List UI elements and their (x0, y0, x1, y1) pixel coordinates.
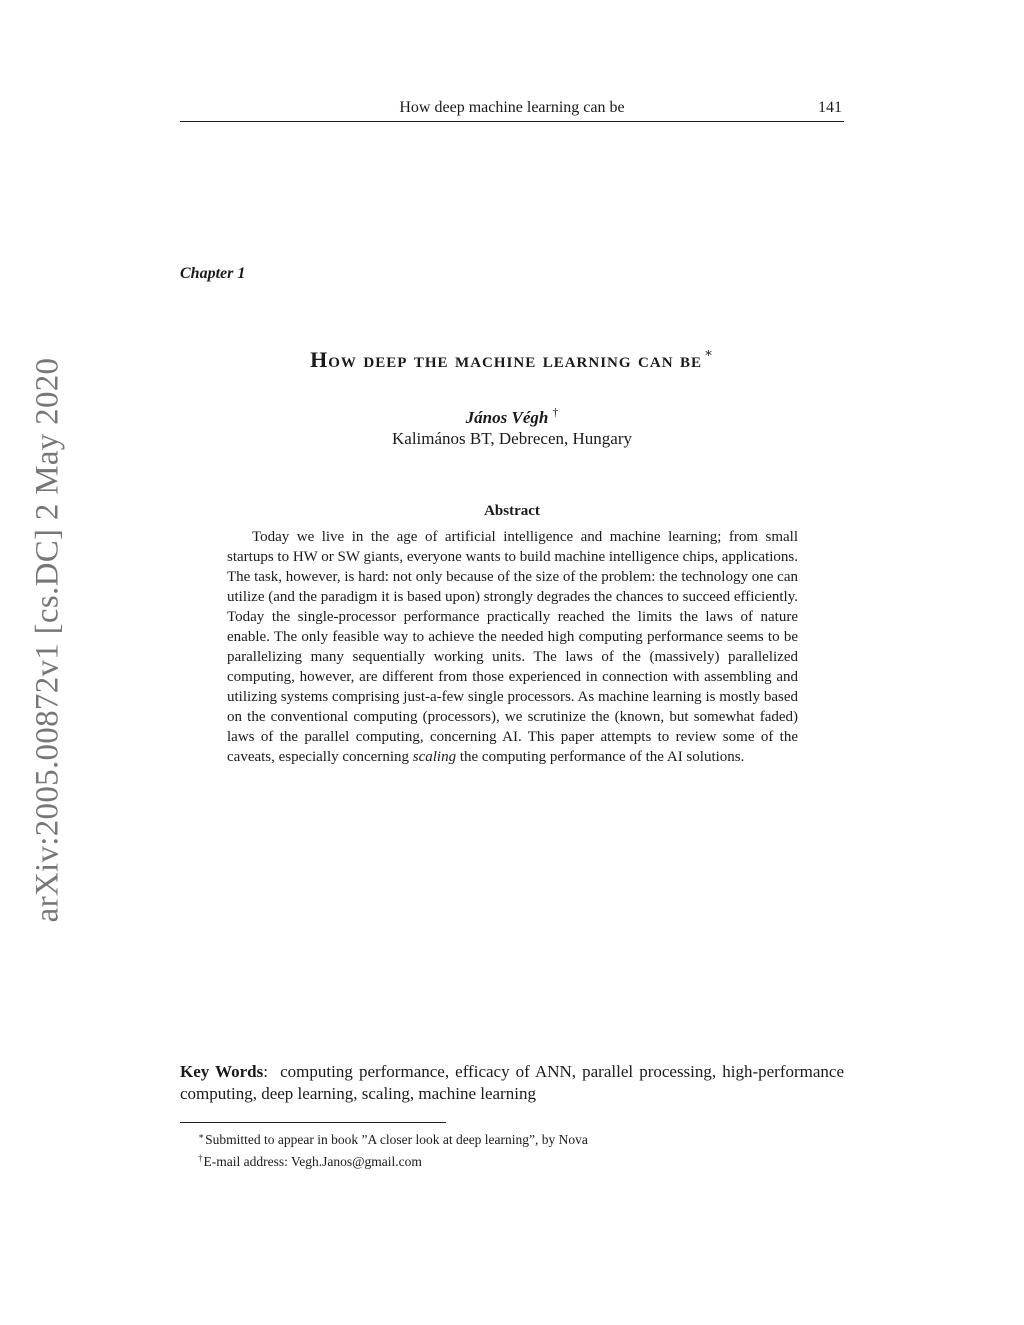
chapter-label: Chapter 1 (180, 265, 246, 282)
footnote-mark: † (198, 1153, 203, 1163)
footnote-text: E-mail address: Vegh.Janos@gmail.com (203, 1154, 422, 1169)
abstract-text-start: Today we live in the age of artificial intelligence and machine learning; from small startups to HW or SW giants, everyone wants to build machine intelligence chips, applications. The task, however, is hard: not only because of the size of the problem: the technology one can utilize (and the paradigm it is based upon) strongly degrades the chances to succeed efficiently. Today the single-processor performance practically reached the limits the laws of nature enable. The only feasible way to achieve the needed high computing performance seems to be parallelizing many sequentially working units. The laws of the (massively) parallelized computing, however, are different from those experienced in connection with assembling and utilizing systems comprising just-a-few single processors. As machine learning is mostly based on the conventional computing (processors), we scrutinize the (known, but somewhat faded) laws of the parallel computing, concerning AI. This paper attempts to review some of the caveats, especially concerning (227, 529, 798, 765)
footnote-rule (180, 1122, 446, 1123)
author-footnote-mark: † (552, 405, 559, 419)
footnote-email (198, 1149, 818, 1171)
running-head (180, 98, 844, 122)
key-words-separator: : (263, 1062, 268, 1081)
author-name: János Végh (465, 408, 549, 427)
key-words (180, 1061, 844, 1105)
paper-title-text: How deep the machine learning can be (310, 347, 703, 372)
abstract-body (227, 527, 798, 767)
title-footnote-mark: ∗ (704, 345, 714, 360)
paper-title (180, 345, 844, 373)
footnote-text: Submitted to appear in book ”A closer look at deep learning”, by Nova (205, 1132, 588, 1147)
key-words-label: Key Words (180, 1062, 264, 1081)
abstract-emphasis: scaling (412, 749, 457, 765)
abstract-heading: Abstract (484, 503, 540, 519)
key-words-text: computing performance, efficacy of ANN, parallel processing, high-performance computing, deep learning, scaling, machine learning (180, 1062, 845, 1103)
footnotes (198, 1127, 818, 1171)
page-number: 141 (818, 99, 842, 116)
abstract-text-end: the computing performance of the AI solutions. (456, 749, 745, 765)
arxiv-identifier: arXiv:2005.00872v1 [cs.DC] 2 May 2020 (29, 357, 66, 923)
author-line (180, 405, 844, 428)
author-affiliation: Kalimános BT, Debrecen, Hungary (392, 429, 632, 448)
footnote-submission (198, 1127, 818, 1149)
running-title: How deep machine learning can be (399, 99, 625, 116)
footnote-mark: ∗ (198, 1131, 205, 1141)
